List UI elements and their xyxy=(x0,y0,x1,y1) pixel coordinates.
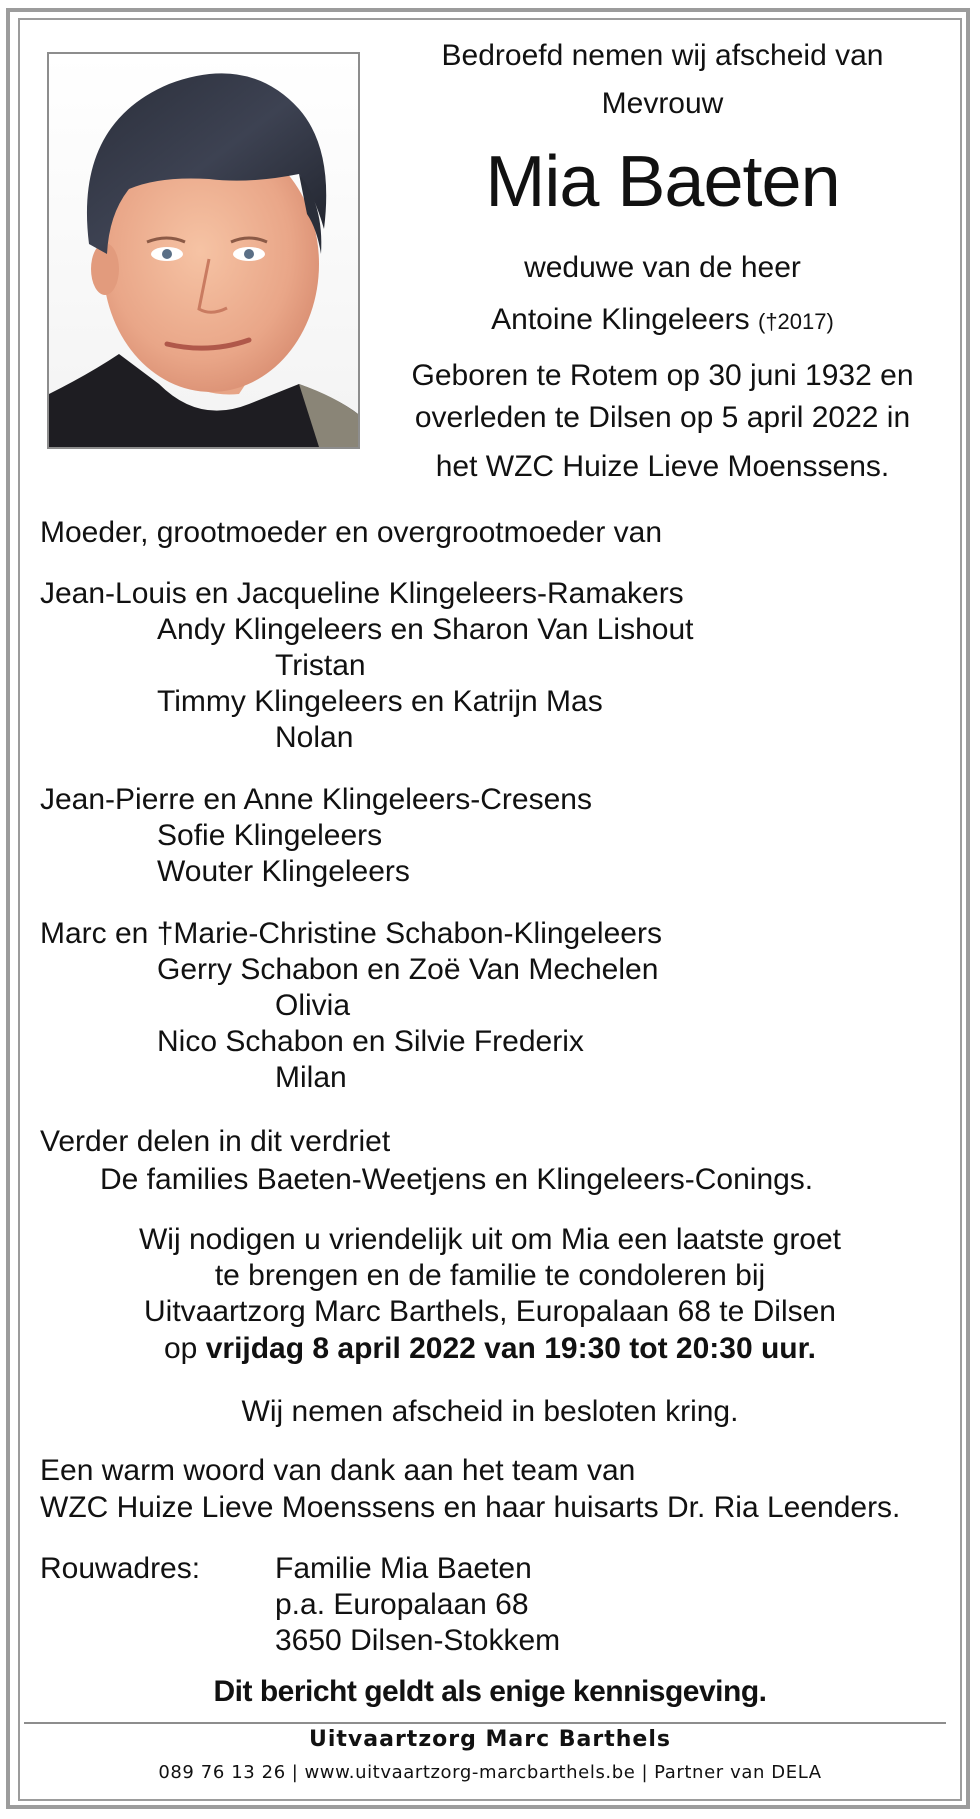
family-line: Timmy Klingeleers en Katrijn Mas xyxy=(157,685,603,718)
birth-line-3: het WZC Huize Lieve Moenssens. xyxy=(435,450,890,483)
family-line: Sofie Klingeleers xyxy=(157,819,383,852)
footer-contact xyxy=(40,1760,940,1786)
footer-company: Uitvaartzorg Marc Barthels xyxy=(309,1727,671,1752)
footer-separator: | xyxy=(291,1762,299,1783)
invitation-date-prefix: op xyxy=(163,1332,206,1365)
family-line: Jean-Louis en Jacqueline Klingeleers-Ramakers xyxy=(40,577,684,610)
deceased-name: Mia Baeten xyxy=(485,142,840,222)
address-line: 3650 Dilsen-Stokkem xyxy=(275,1624,561,1657)
husband-line xyxy=(400,302,925,340)
family-intro: Moeder, grootmoeder en overgrootmoeder van xyxy=(40,516,663,549)
husband-name: Antoine Klingeleers xyxy=(491,303,750,336)
family-line: Nico Schabon en Silvie Frederix xyxy=(157,1025,584,1058)
footer-phone: 089 76 13 26 xyxy=(158,1762,286,1783)
others-intro: Verder delen in dit verdriet xyxy=(40,1125,391,1158)
address-line: p.a. Europalaan 68 xyxy=(275,1588,529,1621)
widow-line: weduwe van de heer xyxy=(524,251,801,284)
others-families: De families Baeten-Weetjens en Klingeleers-Conings. xyxy=(100,1163,814,1196)
family-line: Gerry Schabon en Zoë Van Mechelen xyxy=(157,953,659,986)
family-line: Olivia xyxy=(275,989,351,1022)
invitation-line-1: Wij nodigen u vriendelijk uit om Mia een laatste groet xyxy=(138,1223,842,1256)
invitation-date: vrijdag 8 april 2022 van 19:30 tot 20:30 uur. xyxy=(205,1332,816,1365)
thanks-line-2: WZC Huize Lieve Moenssens en haar huisarts Dr. Ria Leenders. xyxy=(40,1491,901,1524)
invitation-line-4 xyxy=(40,1331,940,1367)
portrait-photo xyxy=(47,52,360,449)
husband-death-year: (†2017) xyxy=(758,309,834,334)
address-line: Familie Mia Baeten xyxy=(275,1552,532,1585)
intro-line-1: Bedroefd nemen wij afscheid van xyxy=(441,39,884,72)
family-line: Milan xyxy=(275,1061,347,1094)
footer-divider xyxy=(24,1722,946,1724)
invitation-line-3: Uitvaartzorg Marc Barthels, Europalaan 68 te Dilsen xyxy=(144,1295,836,1328)
invitation-line-2: te brengen en de familie te condoleren bij xyxy=(214,1259,766,1292)
family-line: Marc en †Marie-Christine Schabon-Klingeleers xyxy=(40,917,662,950)
family-line: Andy Klingeleers en Sharon Van Lishout xyxy=(157,613,694,646)
intro-line-2: Mevrouw xyxy=(601,87,724,120)
address-label: Rouwadres: xyxy=(40,1552,201,1585)
family-line: Wouter Klingeleers xyxy=(157,855,410,888)
footer-partner: Partner van DELA xyxy=(654,1762,822,1783)
family-line: Tristan xyxy=(275,649,366,682)
thanks-line-1: Een warm woord van dank aan het team van xyxy=(40,1454,636,1487)
birth-line-2: overleden te Dilsen op 5 april 2022 in xyxy=(414,401,911,434)
family-line: Nolan xyxy=(275,721,354,754)
family-line: Jean-Pierre en Anne Klingeleers-Cresens xyxy=(40,783,592,816)
notice-text: Dit bericht geldt als enige kennisgeving. xyxy=(213,1675,767,1708)
footer-separator: | xyxy=(641,1762,649,1783)
birth-line-1: Geboren te Rotem op 30 juni 1932 en xyxy=(411,359,914,392)
closed-ceremony: Wij nemen afscheid in besloten kring. xyxy=(241,1395,739,1428)
footer-website[interactable]: www.uitvaartzorg-marcbarthels.be xyxy=(304,1762,636,1783)
